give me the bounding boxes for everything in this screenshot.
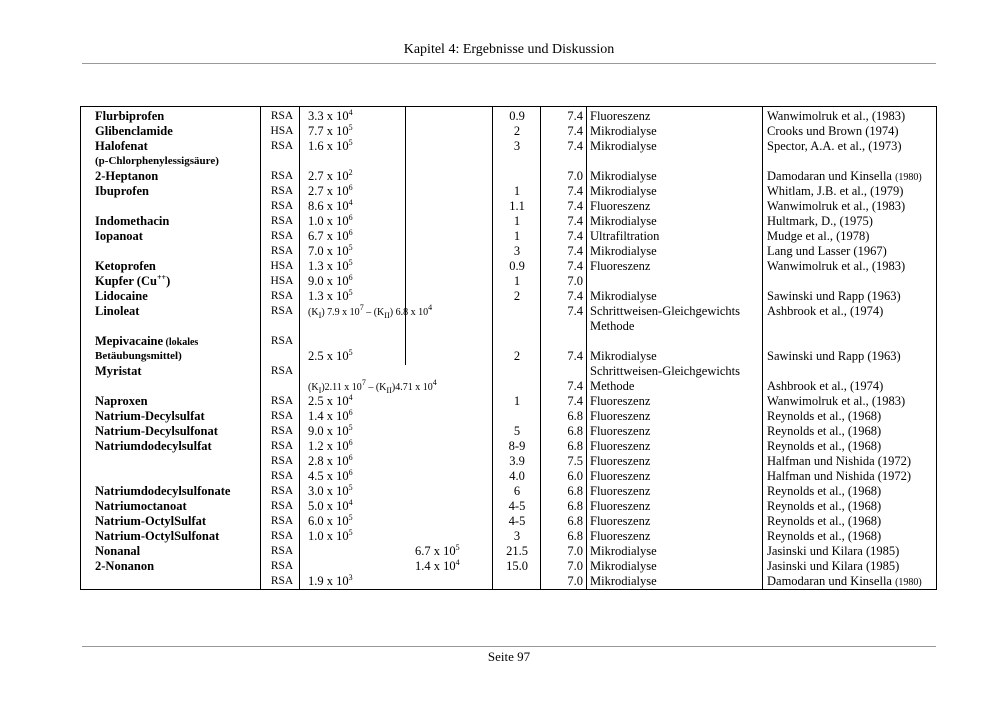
protein-cell: RSA bbox=[270, 200, 294, 212]
ph-cell: 7.4 bbox=[567, 304, 583, 318]
k-label: – $(K_{II})$ 6.8 x 10 bbox=[363, 307, 429, 320]
table-row bbox=[81, 439, 938, 454]
subscript: I bbox=[318, 311, 322, 320]
k1-cell: 2.7 x $10^2$ bbox=[308, 168, 353, 183]
protein-cell: RSA bbox=[270, 215, 294, 227]
protein-cell: HSA bbox=[270, 260, 294, 272]
k1-cell: 3.3 x $10^4$ bbox=[308, 108, 353, 123]
superscript: 6 bbox=[348, 408, 353, 417]
k1-cell: 6.0 x $10^5$ bbox=[308, 513, 353, 528]
superscript: 6 bbox=[348, 468, 353, 477]
protein-cell: RSA bbox=[270, 545, 294, 557]
ph-cell: 7.4 bbox=[567, 289, 583, 303]
protein-cell: RSA bbox=[270, 185, 294, 197]
table-body bbox=[81, 109, 938, 589]
reference-cell: Damodaran und Kinsella (1980) bbox=[767, 574, 922, 588]
n-cell: 3 bbox=[513, 139, 521, 153]
compound-name: Naproxen bbox=[95, 394, 148, 408]
page-header: Kapitel 4: Ergebnisse und Diskussion bbox=[403, 42, 615, 57]
protein-cell: RSA bbox=[270, 470, 294, 482]
method-cell: Fluoreszenz bbox=[590, 109, 651, 123]
k1-cell: 1.4 x $10^6$ bbox=[308, 408, 353, 423]
k1-cell: 9.0 x $10^6$ bbox=[308, 273, 353, 288]
reference-cell: Sawinski und Rapp (1963) bbox=[767, 289, 901, 303]
reference-cell: Reynolds et al., (1968) bbox=[767, 484, 882, 498]
compound-name: Natrium-OctylSulfonat bbox=[95, 529, 220, 543]
protein-cell: RSA bbox=[270, 560, 294, 572]
k1-cell: 4.5 x $10^6$ bbox=[308, 468, 353, 483]
ph-cell: 7.4 bbox=[567, 139, 583, 153]
protein-cell: RSA bbox=[270, 485, 294, 497]
superscript: 7 bbox=[359, 303, 364, 312]
ph-cell: 7.4 bbox=[567, 394, 583, 408]
protein-cell: RSA bbox=[270, 140, 294, 152]
n-cell: 0.9 bbox=[509, 109, 525, 123]
table-row bbox=[81, 169, 938, 184]
ph-cell: 7.5 bbox=[567, 454, 583, 468]
table-row bbox=[81, 559, 938, 574]
method-cell: Fluoreszenz bbox=[590, 259, 651, 273]
table-row bbox=[81, 514, 938, 529]
table-row bbox=[81, 469, 938, 484]
k1-cell: 8.6 x $10^4$ bbox=[308, 198, 353, 213]
superscript: ++ bbox=[156, 273, 167, 282]
superscript: 6 bbox=[348, 438, 353, 447]
method-cell: Mikrodialyse bbox=[590, 349, 657, 363]
ph-cell: 7.0 bbox=[567, 169, 583, 183]
subscript: II bbox=[384, 311, 390, 320]
subscript: I bbox=[318, 386, 322, 395]
compound-name: Nonanal bbox=[95, 544, 141, 558]
superscript: 4 bbox=[455, 558, 460, 567]
protein-cell: RSA bbox=[270, 515, 294, 527]
superscript: 4 bbox=[428, 303, 433, 312]
compound-name: Natrium-OctylSulfat bbox=[95, 514, 207, 528]
reference-cell: Wanwimolruk et al., (1983) bbox=[767, 109, 906, 123]
ph-cell: 6.8 bbox=[567, 514, 583, 528]
compound-name: Natrium-Decylsulfat bbox=[95, 409, 205, 423]
superscript: 5 bbox=[348, 348, 353, 357]
k1-cell: 1.2 x $10^6$ bbox=[308, 438, 353, 453]
n-cell: 1 bbox=[513, 394, 521, 408]
compound-name: Ibuprofen bbox=[95, 184, 149, 198]
protein-cell: HSA bbox=[270, 125, 294, 137]
protein-cell: RSA bbox=[270, 530, 294, 542]
k1-cell: 2.7 x $10^6$ bbox=[308, 183, 353, 198]
superscript: 5 bbox=[348, 528, 353, 537]
superscript: 5 bbox=[348, 513, 353, 522]
table-row bbox=[81, 499, 938, 514]
k-label: $(K_I)$ 7.9 x 10 bbox=[308, 307, 360, 320]
superscript: 4 bbox=[348, 198, 353, 207]
compound-name: Myristat bbox=[95, 364, 142, 378]
page-number: Seite 97 bbox=[487, 649, 531, 664]
k1-cell: 1.6 x $10^5$ bbox=[308, 138, 353, 153]
reference-cell: Ashbrook et al., (1974) bbox=[767, 304, 884, 318]
reference-cell: Mudge et al., (1978) bbox=[767, 229, 870, 243]
protein-cell: RSA bbox=[270, 110, 294, 122]
superscript: 5 bbox=[348, 243, 353, 252]
k1-cell: 2.5 x $10^4$ bbox=[308, 393, 353, 408]
superscript: 4 bbox=[348, 108, 353, 117]
compound-name: (p-Chlorphenylessigsäure) bbox=[95, 155, 219, 167]
protein-cell: RSA bbox=[270, 365, 294, 377]
table-row bbox=[81, 319, 938, 334]
reference-cell: Crooks und Brown (1974) bbox=[767, 124, 899, 138]
n-cell: 3 bbox=[513, 244, 521, 258]
superscript: 4 bbox=[348, 498, 353, 507]
ph-cell: 6.8 bbox=[567, 484, 583, 498]
n-cell: 5 bbox=[513, 424, 521, 438]
method-cell: Mikrodialyse bbox=[590, 139, 657, 153]
reference-cell: Halfman und Nishida (1972) bbox=[767, 454, 912, 468]
protein-cell: RSA bbox=[270, 500, 294, 512]
protein-cell: RSA bbox=[270, 410, 294, 422]
compound-name: Natrium-Decylsulfonat bbox=[95, 424, 218, 438]
k1-cell: 1.3 x $10^5$ bbox=[308, 258, 353, 273]
compound-name: Glibenclamide bbox=[95, 124, 173, 138]
n-cell: 1 bbox=[513, 184, 521, 198]
reference-cell: Wanwimolruk et al., (1983) bbox=[767, 394, 906, 408]
method-cell: Fluoreszenz bbox=[590, 394, 651, 408]
method-cell: Fluoreszenz bbox=[590, 409, 651, 423]
method-cell: Mikrodialyse bbox=[590, 124, 657, 138]
protein-cell: RSA bbox=[270, 425, 294, 437]
n-cell: 1 bbox=[513, 214, 521, 228]
method-cell: Fluoreszenz bbox=[590, 469, 651, 483]
n-cell: 8-9 bbox=[508, 439, 526, 453]
superscript: 5 bbox=[455, 543, 460, 552]
protein-cell: RSA bbox=[270, 170, 294, 182]
reference-cell: Spector, A.A. et al., (1973) bbox=[767, 139, 902, 153]
reference-cell: Reynolds et al., (1968) bbox=[767, 514, 882, 528]
protein-cell: RSA bbox=[270, 305, 294, 317]
compound-name: 2-Heptanon bbox=[95, 169, 159, 183]
reference-cell: Sawinski und Rapp (1963) bbox=[767, 349, 901, 363]
compound-name: Natriumdodecylsulfonate bbox=[95, 484, 231, 498]
table-row bbox=[81, 409, 938, 424]
n-cell: 15.0 bbox=[506, 559, 528, 573]
table-row bbox=[81, 199, 938, 214]
method-cell: Mikrodialyse bbox=[590, 574, 657, 588]
compound-name: Halofenat bbox=[95, 139, 148, 153]
compound-name: Kupfer (Cu++) bbox=[95, 273, 171, 288]
compound-name: Flurbiprofen bbox=[95, 109, 165, 123]
reference-year: (1980) bbox=[895, 577, 922, 588]
header-rule bbox=[82, 63, 936, 64]
superscript: 6 bbox=[348, 453, 353, 462]
ph-cell: 6.8 bbox=[567, 529, 583, 543]
compound-name: Linoleat bbox=[95, 304, 140, 318]
binding-constants-table bbox=[80, 106, 937, 590]
table-row bbox=[81, 334, 938, 349]
n-cell: 4.0 bbox=[509, 469, 525, 483]
ph-cell: 7.4 bbox=[567, 349, 583, 363]
reference-cell: Wanwimolruk et al., (1983) bbox=[767, 199, 906, 213]
method-cell: Fluoreszenz bbox=[590, 514, 651, 528]
table-row bbox=[81, 304, 938, 319]
table-row bbox=[81, 274, 938, 289]
superscript: 6 bbox=[348, 183, 353, 192]
compound-name: Betäubungsmittel) bbox=[95, 350, 182, 362]
n-cell: 1.1 bbox=[509, 199, 525, 213]
method-cell: Fluoreszenz bbox=[590, 484, 651, 498]
ph-cell: 7.0 bbox=[567, 574, 583, 588]
superscript: 6 bbox=[348, 228, 353, 237]
table-row bbox=[81, 349, 938, 364]
method-cell: Fluoreszenz bbox=[590, 424, 651, 438]
superscript: 5 bbox=[348, 138, 353, 147]
method-cell: Fluoreszenz bbox=[590, 199, 651, 213]
compound-name: Lidocaine bbox=[95, 289, 148, 303]
table-row bbox=[81, 184, 938, 199]
table-row bbox=[81, 214, 938, 229]
method-cell: Mikrodialyse bbox=[590, 544, 657, 558]
protein-cell: RSA bbox=[270, 335, 294, 347]
method-cell: Methode bbox=[590, 379, 635, 393]
method-cell: Mikrodialyse bbox=[590, 244, 657, 258]
k2-cell: 1.4 x $10^4$ bbox=[415, 558, 460, 573]
k1-cell: 1.0 x $10^6$ bbox=[308, 213, 353, 228]
method-cell: Mikrodialyse bbox=[590, 169, 657, 183]
compound-name: Ketoprofen bbox=[95, 259, 156, 273]
k1-cell: 1.0 x $10^5$ bbox=[308, 528, 353, 543]
table-row bbox=[81, 154, 938, 169]
superscript: 5 bbox=[348, 288, 353, 297]
n-cell: 0.9 bbox=[509, 259, 525, 273]
method-cell: Mikrodialyse bbox=[590, 289, 657, 303]
reference-cell: Hultmark, D., (1975) bbox=[767, 214, 873, 228]
ph-cell: 7.4 bbox=[567, 124, 583, 138]
k1-cell: 9.0 x $10^5$ bbox=[308, 423, 353, 438]
n-cell: 21.5 bbox=[506, 544, 528, 558]
subscript: II bbox=[386, 386, 392, 395]
reference-cell: Ashbrook et al., (1974) bbox=[767, 379, 884, 393]
method-cell: Fluoreszenz bbox=[590, 454, 651, 468]
k2-cell: 6.7 x $10^5$ bbox=[415, 543, 460, 558]
reference-year: (1980) bbox=[895, 172, 922, 183]
table-row bbox=[81, 424, 938, 439]
k1-cell: 3.0 x $10^5$ bbox=[308, 483, 353, 498]
table-row bbox=[81, 454, 938, 469]
n-cell: 2 bbox=[513, 124, 521, 138]
protein-cell: RSA bbox=[270, 395, 294, 407]
superscript: 4 bbox=[348, 393, 353, 402]
ph-cell: 7.0 bbox=[567, 544, 583, 558]
ph-cell: 6.8 bbox=[567, 499, 583, 513]
method-cell: Methode bbox=[590, 319, 635, 333]
superscript: 3 bbox=[348, 573, 353, 582]
k1-cell: 2.8 x $10^6$ bbox=[308, 453, 353, 468]
reference-cell: Damodaran und Kinsella (1980) bbox=[767, 169, 922, 183]
method-cell: Ultrafiltration bbox=[590, 229, 660, 243]
ph-cell: 6.8 bbox=[567, 439, 583, 453]
ph-cell: 7.4 bbox=[567, 184, 583, 198]
compound-note: (lokales bbox=[163, 337, 199, 348]
table-row bbox=[81, 574, 938, 589]
n-cell: 1 bbox=[513, 229, 521, 243]
superscript: 4 bbox=[432, 378, 437, 387]
ph-cell: 7.4 bbox=[567, 199, 583, 213]
k-label: $(K_I)2.11$ x 10 bbox=[308, 382, 362, 395]
compound-name: Natriumdodecylsulfat bbox=[95, 439, 212, 453]
table-row bbox=[81, 109, 938, 124]
method-cell: Fluoreszenz bbox=[590, 499, 651, 513]
superscript: 5 bbox=[348, 123, 353, 132]
compound-name: 2-Nonanon bbox=[95, 559, 155, 573]
n-cell: 4-5 bbox=[508, 499, 526, 513]
method-cell: Fluoreszenz bbox=[590, 439, 651, 453]
reference-cell: Reynolds et al., (1968) bbox=[767, 439, 882, 453]
n-cell: 6 bbox=[513, 484, 521, 498]
ph-cell: 6.8 bbox=[567, 409, 583, 423]
n-cell: 4-5 bbox=[508, 514, 526, 528]
k-label: – $(K_{II})4.71$ x 10 bbox=[365, 382, 433, 395]
protein-cell: RSA bbox=[270, 230, 294, 242]
superscript: 7 bbox=[361, 378, 366, 387]
ph-cell: 7.4 bbox=[567, 109, 583, 123]
k1-cell: 1.9 x $10^3$ bbox=[308, 573, 353, 588]
protein-cell: RSA bbox=[270, 245, 294, 257]
ph-cell: 7.4 bbox=[567, 379, 583, 393]
table-row bbox=[81, 364, 938, 379]
superscript: 5 bbox=[348, 258, 353, 267]
table-row bbox=[81, 379, 938, 394]
table-row bbox=[81, 529, 938, 544]
reference-cell: Wanwimolruk et al., (1983) bbox=[767, 259, 906, 273]
table-row bbox=[81, 259, 938, 274]
table-row bbox=[81, 394, 938, 409]
ph-cell: 7.4 bbox=[567, 244, 583, 258]
superscript: 6 bbox=[348, 213, 353, 222]
table-row bbox=[81, 139, 938, 154]
k1-cell: 2.5 x $10^5$ bbox=[308, 348, 353, 363]
k1-cell: 5.0 x $10^4$ bbox=[308, 498, 353, 513]
table-row bbox=[81, 124, 938, 139]
compound-name: Indomethacin bbox=[95, 214, 170, 228]
method-cell: Schrittweisen-Gleichgewichts bbox=[590, 364, 740, 378]
n-cell: 2 bbox=[513, 289, 521, 303]
k1-cell: 6.7 x $10^6$ bbox=[308, 228, 353, 243]
ph-cell: 7.4 bbox=[567, 214, 583, 228]
reference-cell: Lang und Lasser (1967) bbox=[767, 244, 887, 258]
table-row bbox=[81, 544, 938, 559]
ph-cell: 6.8 bbox=[567, 424, 583, 438]
k1-cell: 7.7 x $10^5$ bbox=[308, 123, 353, 138]
footer-rule bbox=[82, 646, 936, 647]
n-cell: 1 bbox=[513, 274, 521, 288]
protein-cell: RSA bbox=[270, 440, 294, 452]
table-row bbox=[81, 244, 938, 259]
superscript: 6 bbox=[348, 273, 353, 282]
reference-cell: Jasinski und Kilara (1985) bbox=[767, 559, 900, 573]
method-cell: Mikrodialyse bbox=[590, 184, 657, 198]
method-cell: Schrittweisen-Gleichgewichts bbox=[590, 304, 740, 318]
superscript: 5 bbox=[348, 423, 353, 432]
method-cell: Mikrodialyse bbox=[590, 214, 657, 228]
compound-name: Natriumoctanoat bbox=[95, 499, 187, 513]
protein-cell: RSA bbox=[270, 455, 294, 467]
superscript: 5 bbox=[348, 483, 353, 492]
ph-cell: 7.4 bbox=[567, 259, 583, 273]
reference-cell: Whitlam, J.B. et al., (1979) bbox=[767, 184, 904, 198]
table-row bbox=[81, 229, 938, 244]
reference-cell: Reynolds et al., (1968) bbox=[767, 499, 882, 513]
table-row bbox=[81, 484, 938, 499]
n-cell: 3 bbox=[513, 529, 521, 543]
n-cell: 3.9 bbox=[509, 454, 525, 468]
protein-cell: HSA bbox=[270, 275, 294, 287]
ph-cell: 6.0 bbox=[567, 469, 583, 483]
n-cell: 2 bbox=[513, 349, 521, 363]
table-row bbox=[81, 289, 938, 304]
k1-cell: 1.3 x $10^5$ bbox=[308, 288, 353, 303]
ph-cell: 7.0 bbox=[567, 274, 583, 288]
reference-cell: Reynolds et al., (1968) bbox=[767, 529, 882, 543]
reference-cell: Reynolds et al., (1968) bbox=[767, 409, 882, 423]
k1-cell: 7.0 x $10^5$ bbox=[308, 243, 353, 258]
method-cell: Mikrodialyse bbox=[590, 559, 657, 573]
reference-cell: Halfman und Nishida (1972) bbox=[767, 469, 912, 483]
compound-name: Mepivacaine (lokales bbox=[95, 334, 199, 348]
superscript: 2 bbox=[348, 168, 353, 177]
reference-cell: Jasinski und Kilara (1985) bbox=[767, 544, 900, 558]
protein-cell: RSA bbox=[270, 290, 294, 302]
method-cell: Fluoreszenz bbox=[590, 529, 651, 543]
ph-cell: 7.4 bbox=[567, 229, 583, 243]
reference-cell: Reynolds et al., (1968) bbox=[767, 424, 882, 438]
protein-cell: RSA bbox=[270, 575, 294, 587]
compound-name: Iopanoat bbox=[95, 229, 143, 243]
ph-cell: 7.0 bbox=[567, 559, 583, 573]
